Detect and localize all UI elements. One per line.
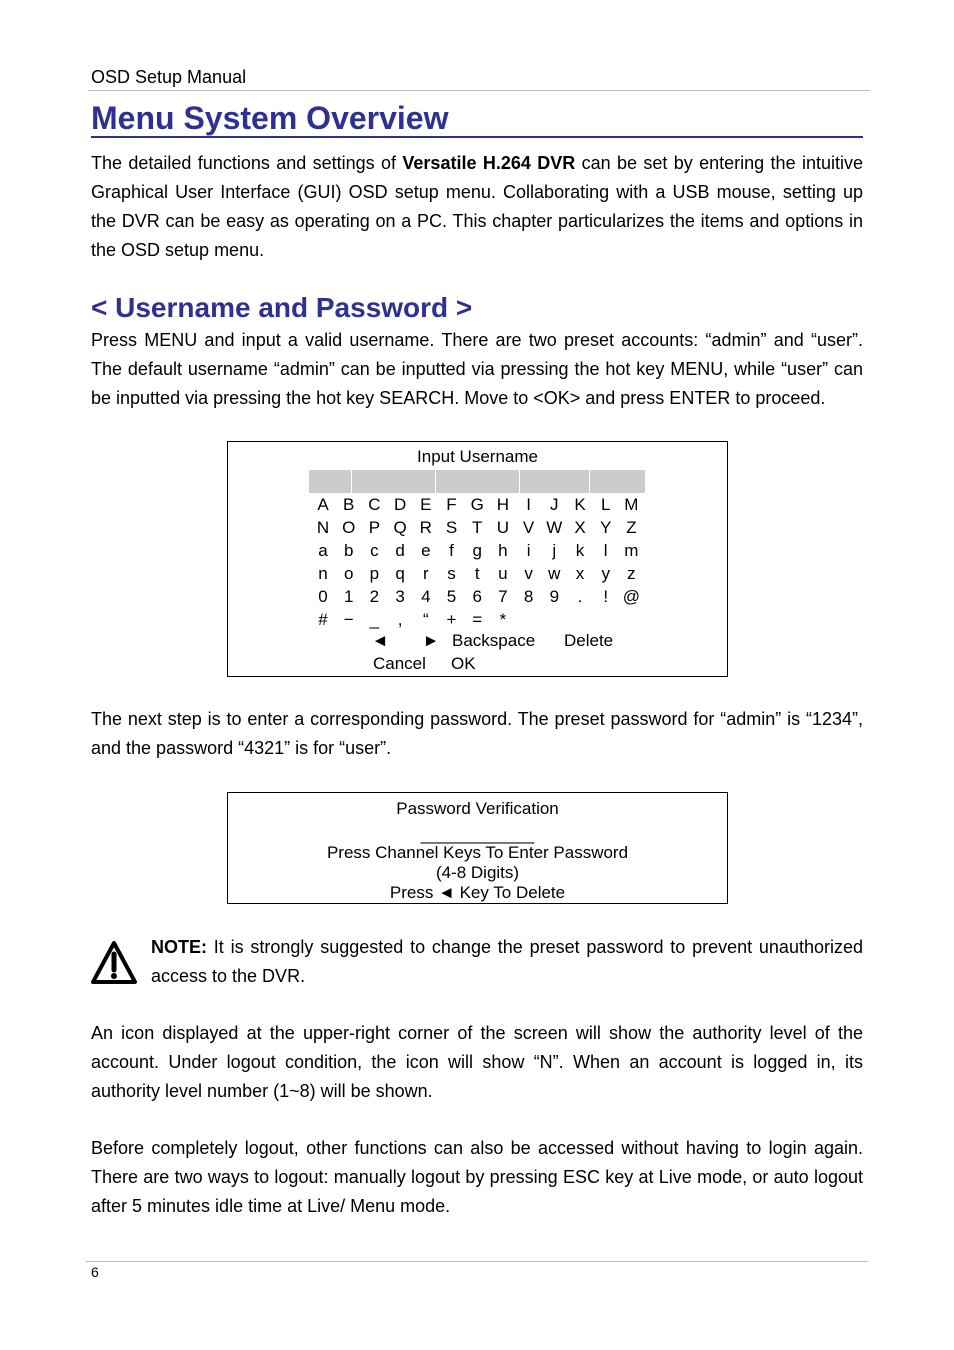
password-paragraph: The next step is to enter a corresponding password. The preset password for “admin” is “1234”, and the password “4321” is for “user”. [91,709,863,758]
keyboard-key[interactable]: 8 [523,587,534,606]
keyboard-row [310,610,650,633]
keyboard-key[interactable]: R [419,518,432,537]
keyboard-key[interactable]: a [318,541,328,560]
keyboard-key[interactable]: M [624,495,639,514]
keyboard-key[interactable]: q [395,564,405,583]
keyboard-key[interactable]: 7 [498,587,508,606]
keyboard-key[interactable]: 2 [369,587,380,606]
keyboard-key[interactable]: d [395,541,405,560]
keyboard-key[interactable]: B [343,495,355,514]
intro-text-end: can be set by entering the intuitive Graphical User Interface (GUI) OSD setup menu. Collaborating with a USB mouse, setting up the DVR can be easy as operating on a PC. This chapter particularizes the items and options in the OSD setup menu. [91,153,863,260]
keyboard-key[interactable]: = [472,610,483,629]
keyboard-key[interactable]: X [574,518,586,537]
keyboard-key[interactable]: u [498,564,508,583]
note-paragraph [151,933,863,991]
password-dialog-title: Password Verification [396,799,559,818]
password-digits-hint: (4-8 Digits) [435,863,520,882]
keyboard-key[interactable]: I [526,495,531,514]
keyboard-key[interactable]: L [600,495,611,514]
keyboard-key[interactable]: C [368,495,381,514]
logout-paragraph: Before completely logout, other functions can also be accessed without having to login again. There are two ways to logout: manually logout by pressing ESC key at Live mode, or auto logout after 5 minutes idle time at Live/ Menu mode. [91,1138,863,1216]
keyboard-key[interactable]: x [575,564,585,583]
keyboard-key[interactable]: H [496,495,510,514]
keyboard-key[interactable]: K [574,495,586,514]
keyboard-key[interactable]: S [445,518,458,537]
keyboard-key[interactable]: l [603,541,608,560]
keyboard-key[interactable]: F [446,495,457,514]
intro-paragraph [91,149,863,265]
keyboard-key[interactable]: . [577,587,583,606]
keyboard-key[interactable]: G [470,495,484,514]
page-number: 6 [91,1264,99,1280]
delete-key[interactable]: Delete [564,631,614,650]
keyboard-key[interactable]: Z [626,518,637,537]
keyboard-key[interactable]: 1 [343,587,354,606]
product-name: Versatile H.264 DVR [402,153,576,173]
keyboard-row [310,564,650,587]
keyboard-key[interactable]: P [368,518,381,537]
keyboard-key[interactable]: T [471,518,483,537]
keyboard-key[interactable]: 6 [472,587,482,606]
authority-icon-paragraph: An icon displayed at the upper-right corner of the screen will show the authority level of the account. Under logout condition, the icon will show “N”. When an account is logged in, its authority level number (1~8) will be shown. [91,1023,863,1101]
keyboard-key[interactable]: # [318,610,328,629]
header-divider [88,90,870,91]
keyboard-key[interactable]: 5 [446,587,457,606]
keyboard-key[interactable]: b [343,541,354,560]
intro-text-start: The detailed functions and settings of [91,153,403,173]
keyboard-key[interactable]: p [369,564,380,583]
password-verification-dialog [227,792,728,904]
backspace-key[interactable]: Backspace [452,631,536,650]
footer-divider [86,1261,868,1262]
keyboard-key[interactable]: D [393,495,407,514]
keyboard-key[interactable]: N [316,518,330,537]
keyboard-key[interactable]: @ [622,587,641,606]
keyboard-actions-row [310,654,610,677]
keyboard-key[interactable]: h [498,541,508,560]
keyboard-key[interactable]: t [474,564,480,583]
keyboard-key[interactable]: E [420,495,432,514]
running-header: OSD Setup Manual [91,67,247,87]
keyboard-key[interactable]: w [548,564,561,583]
keyboard-key[interactable]: * [499,610,507,629]
password-input-field[interactable]: ____________ [420,825,535,844]
keyboard-key[interactable]: f [449,541,454,560]
keyboard-key[interactable]: o [343,564,354,583]
keyboard-key[interactable]: n [318,564,328,583]
keyboard-key[interactable]: 3 [395,587,405,606]
keyboard-key[interactable]: k [575,541,585,560]
keyboard-key[interactable]: W [546,518,563,537]
keyboard-key[interactable]: z [627,564,636,583]
keyboard-row [310,587,650,610]
keyboard-key[interactable]: O [342,518,356,537]
keyboard-key[interactable]: + [446,610,457,629]
keyboard-key[interactable]: e [421,541,431,560]
keyboard-key[interactable]: _ [369,610,380,629]
keyboard-row [310,495,650,518]
keyboard-key[interactable]: y [601,564,610,583]
right-arrow-key[interactable]: ► [422,631,440,650]
keyboard-key[interactable]: J [550,495,559,514]
keyboard-key[interactable]: Q [393,518,407,537]
keyboard-key[interactable]: 4 [421,587,431,606]
keyboard-key[interactable]: j [552,541,557,560]
keyboard-key[interactable]: v [524,564,533,583]
warning-icon [90,940,138,986]
keyboard-key[interactable]: 0 [318,587,328,606]
keyboard-key[interactable]: 9 [549,587,560,606]
keyboard-key[interactable]: U [496,518,510,537]
keyboard-key[interactable]: g [472,541,482,560]
note-text: It is strongly suggested to change the preset password to prevent unauthorized access to the DVR. [151,937,863,986]
keyboard-key[interactable]: c [370,541,379,560]
cancel-button[interactable]: Cancel [373,654,426,673]
section-heading-username-password: < Username and Password > [91,292,473,323]
note-label: NOTE: [151,937,207,957]
password-instruction: Press Channel Keys To Enter Password [326,843,629,862]
keyboard-controls-row [310,631,614,654]
section-heading-menu-overview: Menu System Overview [91,100,863,138]
keyboard-key[interactable]: i [526,541,531,560]
username-input-field[interactable] [309,470,645,493]
keyboard-key[interactable]: , [397,610,403,629]
ok-button[interactable]: OK [451,654,476,673]
keyboard-key[interactable]: s [447,564,456,583]
keyboard-key[interactable]: Y [600,518,612,537]
input-username-dialog [227,441,728,677]
dialog-title: Input Username [417,447,538,466]
keyboard-row [310,518,650,541]
password-delete-hint: Press ◄ Key To Delete [389,883,566,902]
keyboard-key[interactable]: V [522,518,535,537]
keyboard-key[interactable]: “ [422,610,429,629]
keyboard-row [310,541,650,564]
keyboard-key[interactable]: A [317,495,329,514]
keyboard-key[interactable]: m [624,541,639,560]
keyboard-key[interactable]: r [422,564,429,583]
keyboard-key[interactable]: ! [603,587,609,606]
keyboard-key[interactable]: − [343,610,354,629]
left-arrow-key[interactable]: ◄ [371,631,389,650]
username-paragraph: Press MENU and input a valid username. There are two preset accounts: “admin” and “user”. The default username “admin” can be inputted via pressing the hot key MENU, while “user” can be inputted via pressing the hot key SEARCH. Move to <OK> and press ENTER to proceed. [91,330,863,408]
